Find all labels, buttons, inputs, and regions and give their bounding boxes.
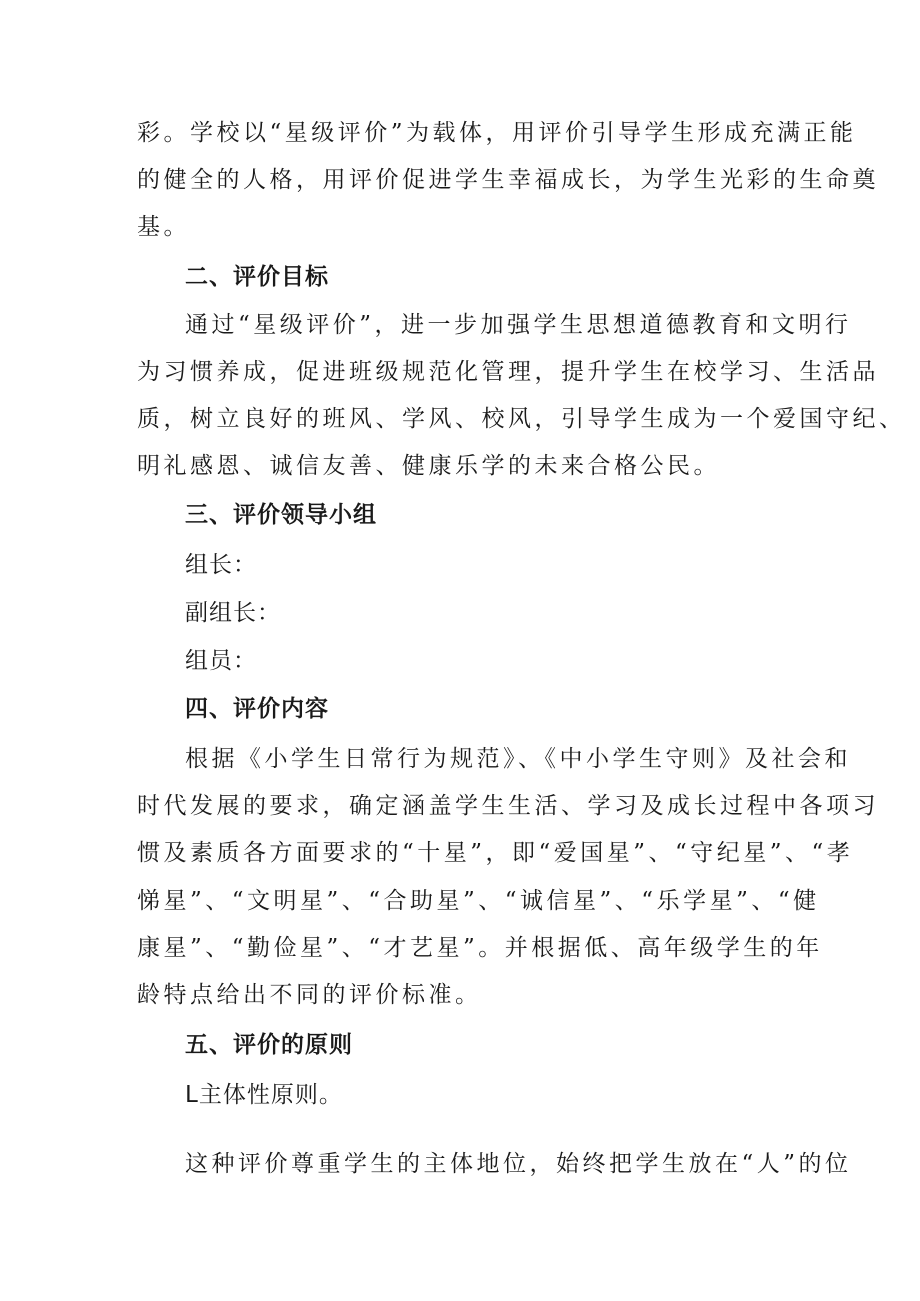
paragraph-line: 康星”、“勤俭星”、“才艺星”。并根据低、高年级学生的年 — [137, 935, 823, 961]
section-heading-leadership: 三、评价领导小组 — [185, 502, 377, 528]
paragraph-line: 的健全的人格，用评价促进学生幸福成长，为学生光彩的生命奠 — [137, 167, 879, 193]
list-item: L主体性原则。 — [185, 1082, 343, 1108]
paragraph-line: 时代发展的要求，确定涵盖学生生活、学习及成长过程中各项习 — [137, 793, 879, 819]
section-heading-content: 四、评价内容 — [185, 696, 329, 722]
paragraph-line: 质，树立良好的班风、学风、校风，引导学生成为一个爱国守纪、 — [137, 406, 906, 432]
paragraph-line: 根据《小学生日常行为规范》、《中小学生守则》及社会和 — [185, 746, 851, 772]
paragraph-line: 悌星”、“文明星”、“合助星”、“诚信星”、“乐学星”、“健 — [137, 888, 820, 914]
paragraph-line: 基。 — [137, 214, 190, 240]
paragraph-line: 龄特点给出不同的评价标准。 — [137, 982, 482, 1008]
leader-role: 组员： — [185, 648, 257, 674]
paragraph-line: 这种评价尊重学生的主体地位，始终把学生放在“人”的位 — [185, 1151, 852, 1177]
section-heading-goals: 二、评价目标 — [185, 264, 329, 290]
paragraph-line: 为习惯养成，促进班级规范化管理，提升学生在校学习、生活品 — [137, 359, 879, 385]
paragraph-line: 明礼感恩、诚信友善、健康乐学的未来合格公民。 — [137, 453, 720, 479]
leader-role: 副组长： — [185, 600, 281, 626]
paragraph-line: 惯及素质各方面要求的“十星”，即“爱国星”、“守纪星”、“孝 — [137, 840, 854, 866]
paragraph-line: 彩。学校以“星级评价”为载体，用评价引导学生形成充满正能 — [137, 120, 857, 146]
leader-role: 组长： — [185, 552, 257, 578]
section-heading-principles: 五、评价的原则 — [185, 1032, 353, 1058]
paragraph-line: 通过“星级评价”，进一步加强学生思想道德教育和文明行 — [185, 312, 852, 338]
